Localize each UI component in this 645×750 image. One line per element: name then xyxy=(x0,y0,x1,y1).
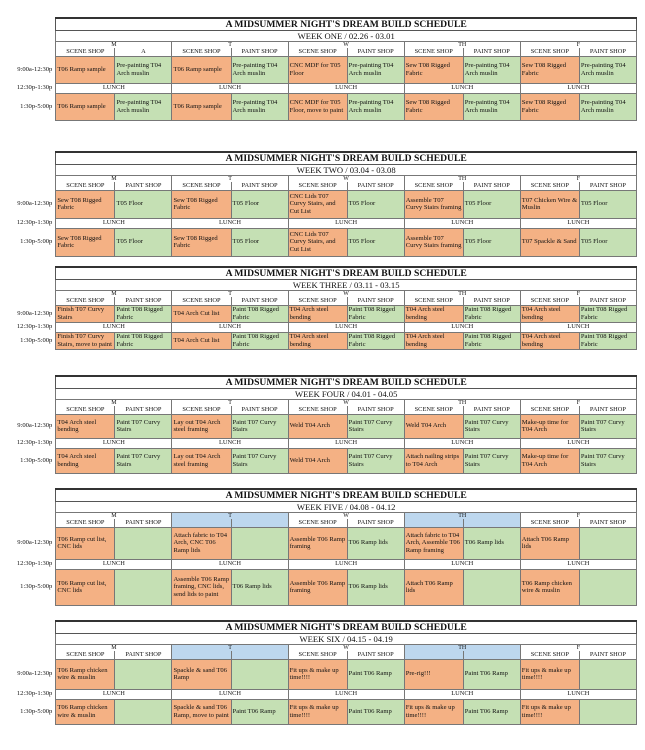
paint-shop-header: PAINT SHOP xyxy=(463,48,520,56)
week-schedule xyxy=(8,266,637,350)
task-cell: Assemble T06 Ramp framing xyxy=(288,569,347,605)
schedule-title: A MIDSUMMER NIGHT'S DREAM BUILD SCHEDULE xyxy=(56,18,637,31)
week-schedule xyxy=(8,17,637,121)
task-cell xyxy=(231,659,288,689)
lunch-label: LUNCH xyxy=(288,559,404,569)
lunch-label: LUNCH xyxy=(56,218,172,228)
task-cell: Make-up time for T04 Arch xyxy=(520,414,579,438)
task-cell: Lay out T04 Arch steel framing xyxy=(172,414,231,438)
task-cell: T05 Floor xyxy=(463,190,520,218)
schedule-title: A MIDSUMMER NIGHT'S DREAM BUILD SCHEDULE xyxy=(56,267,637,280)
task-cell: T05 Floor xyxy=(115,228,172,256)
schedule-title: A MIDSUMMER NIGHT'S DREAM BUILD SCHEDULE xyxy=(56,152,637,165)
scene-shop-header: SCENE SHOP xyxy=(288,182,347,190)
task-cell: T04 Arch steel bending xyxy=(520,305,579,322)
scene-shop-header: SCENE SHOP xyxy=(520,182,579,190)
task-cell: Paint T07 Curvy Stairs xyxy=(347,448,404,473)
paint-shop-header: PAINT SHOP xyxy=(463,406,520,414)
paint-shop-header: PAINT SHOP xyxy=(347,48,404,56)
time-afternoon: 1:30p-5:00p xyxy=(8,332,56,349)
task-cell: Paint T07 Curvy Stairs xyxy=(231,414,288,438)
lunch-label: LUNCH xyxy=(172,559,288,569)
paint-shop-header: PAINT SHOP xyxy=(115,519,172,527)
day-label: W xyxy=(288,42,404,49)
lunch-label: LUNCH xyxy=(520,438,636,448)
paint-shop-header: PAINT SHOP xyxy=(231,297,288,305)
day-label: M xyxy=(56,645,172,652)
schedule-table xyxy=(8,151,637,257)
day-label: F xyxy=(520,400,636,407)
scene-shop-header: SCENE SHOP xyxy=(404,406,463,414)
day-label: F xyxy=(520,42,636,49)
day-label: W xyxy=(288,176,404,183)
time-afternoon: 1:30p-5:00p xyxy=(8,569,56,605)
task-cell: T06 Ramp sample xyxy=(56,56,115,83)
lunch-label: LUNCH xyxy=(288,218,404,228)
paint-shop-header: PAINT SHOP xyxy=(231,182,288,190)
time-lunch: 12:30p-1:30p xyxy=(8,322,56,332)
task-cell: Make-up time for T04 Arch xyxy=(520,448,579,473)
task-cell xyxy=(231,527,288,559)
scene-shop-header: SCENE SHOP xyxy=(56,48,115,56)
week-range: WEEK SIX / 04.15 - 04.19 xyxy=(56,634,637,645)
task-cell: T05 Floor xyxy=(231,228,288,256)
scene-shop-header: SCENE SHOP xyxy=(56,406,115,414)
lunch-label: LUNCH xyxy=(520,559,636,569)
task-cell: T07 Chicken Wire & Muslin xyxy=(520,190,579,218)
scene-shop-header: SCENE SHOP xyxy=(520,406,579,414)
time-afternoon: 1:30p-5:00p xyxy=(8,228,56,256)
paint-shop-header xyxy=(231,651,288,659)
week-range: WEEK THREE / 03.11 - 03.15 xyxy=(56,280,637,291)
lunch-label: LUNCH xyxy=(172,689,288,699)
paint-shop-header: PAINT SHOP xyxy=(579,519,636,527)
task-cell: T05 Floor xyxy=(347,190,404,218)
paint-shop-header: PAINT SHOP xyxy=(347,519,404,527)
lunch-label: LUNCH xyxy=(56,559,172,569)
task-cell: Fit ups & make up time!!!! xyxy=(288,659,347,689)
task-cell: Sew T08 Rigged Fabric xyxy=(520,56,579,83)
task-cell: Pre-rig!!! xyxy=(404,659,463,689)
task-cell: Attach fabric to T04 Arch, Assemble T06 Ramp framing xyxy=(404,527,463,559)
day-label: T xyxy=(172,645,288,652)
task-cell: Assemble T06 Ramp framing, CNC lids, send lids to paint xyxy=(172,569,231,605)
paint-shop-header: PAINT SHOP xyxy=(115,297,172,305)
task-cell: CNC Lids T07 Curvy Stairs, and Cut List xyxy=(288,190,347,218)
task-cell: Sew T08 Rigged Fabric xyxy=(172,228,231,256)
paint-shop-header: PAINT SHOP xyxy=(347,182,404,190)
task-cell: Sew T08 Rigged Fabric xyxy=(404,56,463,83)
task-cell: T05 Floor xyxy=(463,228,520,256)
task-cell: T04 Arch steel bending xyxy=(56,414,115,438)
time-afternoon: 1:30p-5:00p xyxy=(8,699,56,724)
week-schedule xyxy=(8,151,637,257)
task-cell: Paint T07 Curvy Stairs xyxy=(347,414,404,438)
task-cell: Pre-painting T04 Arch muslin xyxy=(115,56,172,83)
paint-shop-header: PAINT SHOP xyxy=(579,651,636,659)
lunch-label: LUNCH xyxy=(520,689,636,699)
task-cell: Weld T04 Arch xyxy=(404,414,463,438)
scene-shop-header: SCENE SHOP xyxy=(404,182,463,190)
schedule-table xyxy=(8,17,637,121)
schedule-table xyxy=(8,375,637,474)
scene-shop-header: SCENE SHOP xyxy=(56,297,115,305)
day-label: T xyxy=(172,176,288,183)
task-cell: Sew T08 Rigged Fabric xyxy=(56,228,115,256)
task-cell: Sew T08 Rigged Fabric xyxy=(172,190,231,218)
time-afternoon: 1:30p-5:00p xyxy=(8,448,56,473)
week-range: WEEK FOUR / 04.01 - 04.05 xyxy=(56,389,637,400)
task-cell: Fit ups & make up time!!!! xyxy=(520,699,579,724)
task-cell: Pre-painting T04 Arch muslin xyxy=(115,93,172,120)
task-cell: T06 Ramp lids xyxy=(347,569,404,605)
task-cell: T05 Floor xyxy=(231,190,288,218)
scene-shop-header xyxy=(404,519,463,527)
scene-shop-header: SCENE SHOP xyxy=(172,297,231,305)
task-cell: T06 Ramp sample xyxy=(172,56,231,83)
scene-shop-header: SCENE SHOP xyxy=(288,651,347,659)
task-cell: T05 Floor xyxy=(579,228,636,256)
task-cell: Pre-painting T04 Arch muslin xyxy=(347,56,404,83)
lunch-label: LUNCH xyxy=(404,689,520,699)
day-label: TH xyxy=(404,645,520,652)
task-cell xyxy=(579,527,636,559)
time-lunch: 12:30p-1:30p xyxy=(8,438,56,448)
scene-shop-header: SCENE SHOP xyxy=(56,651,115,659)
task-cell: Paint T08 Rigged Fabric xyxy=(115,332,172,349)
day-label: TH xyxy=(404,176,520,183)
task-cell: Pre-painting T04 Arch muslin xyxy=(463,93,520,120)
task-cell xyxy=(579,699,636,724)
day-label: W xyxy=(288,513,404,520)
task-cell: Attach nailing strips to T04 Arch xyxy=(404,448,463,473)
lunch-label: LUNCH xyxy=(288,689,404,699)
time-morning: 9:00a-12:30p xyxy=(8,305,56,322)
scene-shop-header: SCENE SHOP xyxy=(172,406,231,414)
lunch-label: LUNCH xyxy=(172,322,288,332)
lunch-label: LUNCH xyxy=(172,218,288,228)
task-cell: Fit ups & make up time!!!! xyxy=(520,659,579,689)
lunch-label: LUNCH xyxy=(520,322,636,332)
task-cell: Spackle & sand T06 Ramp, move to paint xyxy=(172,699,231,724)
task-cell: Pre-painting T04 Arch muslin xyxy=(463,56,520,83)
schedule-title: A MIDSUMMER NIGHT'S DREAM BUILD SCHEDULE xyxy=(56,489,637,502)
task-cell: T04 Arch steel bending xyxy=(520,332,579,349)
scene-shop-header: SCENE SHOP xyxy=(404,297,463,305)
task-cell: T04 Arch Cut list xyxy=(172,305,231,322)
scene-shop-header: SCENE SHOP xyxy=(56,182,115,190)
paint-shop-header: PAINT SHOP xyxy=(347,406,404,414)
paint-shop-header: PAINT SHOP xyxy=(463,297,520,305)
lunch-label: LUNCH xyxy=(288,438,404,448)
task-cell: Attach T06 Ramp lids xyxy=(520,527,579,559)
scene-shop-header: SCENE SHOP xyxy=(288,406,347,414)
task-cell: Assemble T06 Ramp framing xyxy=(288,527,347,559)
task-cell xyxy=(115,699,172,724)
task-cell: Paint T07 Curvy Stairs xyxy=(463,414,520,438)
paint-shop-header: PAINT SHOP xyxy=(231,48,288,56)
task-cell: Pre-painting T04 Arch muslin xyxy=(579,93,636,120)
scene-shop-header: SCENE SHOP xyxy=(520,48,579,56)
paint-shop-header: PAINT SHOP xyxy=(115,406,172,414)
task-cell: Finish T07 Curvy Stairs xyxy=(56,305,115,322)
task-cell: Paint T08 Rigged Fabric xyxy=(115,305,172,322)
task-cell: Finish T07 Curvy Stairs, move to paint xyxy=(56,332,115,349)
paint-shop-header xyxy=(231,519,288,527)
task-cell: Weld T04 Arch xyxy=(288,414,347,438)
task-cell: Paint T08 Rigged Fabric xyxy=(463,305,520,322)
task-cell: T06 Ramp lids xyxy=(231,569,288,605)
task-cell: T06 Ramp lids xyxy=(347,527,404,559)
task-cell: T04 Arch steel bending xyxy=(288,305,347,322)
task-cell: Paint T07 Curvy Stairs xyxy=(115,448,172,473)
day-label: TH xyxy=(404,400,520,407)
task-cell: Paint T08 Rigged Fabric xyxy=(579,332,636,349)
time-morning: 9:00a-12:30p xyxy=(8,414,56,438)
task-cell: CNC MDF for T05 Floor xyxy=(288,56,347,83)
task-cell: Paint T08 Rigged Fabric xyxy=(463,332,520,349)
day-label: W xyxy=(288,291,404,298)
task-cell: Spackle & sand T06 Ramp xyxy=(172,659,231,689)
paint-shop-header: PAINT SHOP xyxy=(115,182,172,190)
scene-shop-header: SCENE SHOP xyxy=(288,519,347,527)
schedule-title: A MIDSUMMER NIGHT'S DREAM BUILD SCHEDULE xyxy=(56,376,637,389)
task-cell xyxy=(115,659,172,689)
lunch-label: LUNCH xyxy=(288,83,404,93)
paint-shop-header: PAINT SHOP xyxy=(579,297,636,305)
task-cell: Paint T08 Rigged Fabric xyxy=(231,305,288,322)
task-cell: Paint T08 Rigged Fabric xyxy=(347,332,404,349)
task-cell: Paint T06 Ramp xyxy=(347,659,404,689)
task-cell: T04 Arch steel bending xyxy=(288,332,347,349)
lunch-label: LUNCH xyxy=(404,438,520,448)
scene-shop-header xyxy=(172,519,231,527)
task-cell: Sew T08 Rigged Fabric xyxy=(56,190,115,218)
day-label: F xyxy=(520,645,636,652)
day-label: M xyxy=(56,513,172,520)
lunch-label: LUNCH xyxy=(56,322,172,332)
paint-shop-header: PAINT SHOP xyxy=(347,651,404,659)
day-label: T xyxy=(172,513,288,520)
scene-shop-header: SCENE SHOP xyxy=(172,48,231,56)
day-label: TH xyxy=(404,513,520,520)
task-cell: Fit ups & make up time!!!! xyxy=(288,699,347,724)
task-cell: Sew T08 Rigged Fabric xyxy=(520,93,579,120)
time-morning: 9:00a-12:30p xyxy=(8,56,56,83)
schedule-table xyxy=(8,488,637,606)
time-morning: 9:00a-12:30p xyxy=(8,659,56,689)
scene-shop-header: SCENE SHOP xyxy=(288,48,347,56)
day-label: T xyxy=(172,400,288,407)
paint-shop-header xyxy=(463,519,520,527)
task-cell: Paint T08 Rigged Fabric xyxy=(231,332,288,349)
paint-shop-header: A xyxy=(115,48,172,56)
task-cell: Paint T08 Rigged Fabric xyxy=(347,305,404,322)
task-cell: Fit ups & make up time!!!! xyxy=(404,699,463,724)
task-cell: Paint T06 Ramp xyxy=(347,699,404,724)
task-cell: T06 Ramp lids xyxy=(463,527,520,559)
day-label: F xyxy=(520,513,636,520)
time-morning: 9:00a-12:30p xyxy=(8,527,56,559)
week-range: WEEK ONE / 02.26 - 03.01 xyxy=(56,31,637,42)
day-label: M xyxy=(56,176,172,183)
paint-shop-header: PAINT SHOP xyxy=(579,48,636,56)
task-cell: Attach fabric to T04 Arch, CNC T06 Ramp lids xyxy=(172,527,231,559)
scene-shop-header: SCENE SHOP xyxy=(520,519,579,527)
task-cell xyxy=(579,659,636,689)
task-cell: T06 Ramp sample xyxy=(172,93,231,120)
day-label: M xyxy=(56,400,172,407)
scene-shop-header: SCENE SHOP xyxy=(172,182,231,190)
week-schedule xyxy=(8,375,637,474)
time-afternoon: 1:30p-5:00p xyxy=(8,93,56,120)
task-cell: Weld T04 Arch xyxy=(288,448,347,473)
task-cell: T07 Spackle & Sand xyxy=(520,228,579,256)
task-cell: Paint T07 Curvy Stairs xyxy=(115,414,172,438)
scene-shop-header: SCENE SHOP xyxy=(404,48,463,56)
task-cell: Paint T06 Ramp xyxy=(463,699,520,724)
task-cell: T05 Floor xyxy=(115,190,172,218)
time-lunch: 12:30p-1:30p xyxy=(8,218,56,228)
week-range: WEEK TWO / 03.04 - 03.08 xyxy=(56,165,637,176)
task-cell: T06 Ramp cut list, CNC lids xyxy=(56,527,115,559)
day-label: TH xyxy=(404,42,520,49)
task-cell: Paint T07 Curvy Stairs xyxy=(231,448,288,473)
lunch-label: LUNCH xyxy=(172,83,288,93)
task-cell: T04 Arch steel bending xyxy=(404,332,463,349)
task-cell: T04 Arch Cut list xyxy=(172,332,231,349)
day-label: M xyxy=(56,291,172,298)
task-cell: Lay out T04 Arch steel framing xyxy=(172,448,231,473)
lunch-label: LUNCH xyxy=(56,83,172,93)
scene-shop-header: SCENE SHOP xyxy=(520,297,579,305)
day-label: F xyxy=(520,291,636,298)
lunch-label: LUNCH xyxy=(520,218,636,228)
task-cell: Sew T08 Rigged Fabric xyxy=(404,93,463,120)
lunch-label: LUNCH xyxy=(404,559,520,569)
task-cell: T04 Arch steel bending xyxy=(404,305,463,322)
day-label: T xyxy=(172,291,288,298)
task-cell: CNC Lids T07 Curvy Stairs, and Cut List xyxy=(288,228,347,256)
task-cell: T06 Ramp chicken wire & muslin xyxy=(520,569,579,605)
task-cell xyxy=(115,569,172,605)
paint-shop-header: PAINT SHOP xyxy=(463,182,520,190)
week-schedule xyxy=(8,488,637,606)
lunch-label: LUNCH xyxy=(520,83,636,93)
task-cell: Paint T07 Curvy Stairs xyxy=(579,448,636,473)
week-range: WEEK FIVE / 04.08 - 04.12 xyxy=(56,502,637,513)
scene-shop-header xyxy=(404,651,463,659)
task-cell: Paint T07 Curvy Stairs xyxy=(579,414,636,438)
lunch-label: LUNCH xyxy=(288,322,404,332)
scene-shop-header: SCENE SHOP xyxy=(288,297,347,305)
scene-shop-header: SCENE SHOP xyxy=(56,519,115,527)
scene-shop-header xyxy=(172,651,231,659)
lunch-label: LUNCH xyxy=(172,438,288,448)
task-cell xyxy=(115,527,172,559)
day-label: W xyxy=(288,645,404,652)
task-cell: Pre-painting T04 Arch muslin xyxy=(231,56,288,83)
lunch-label: LUNCH xyxy=(404,218,520,228)
time-lunch: 12:30p-1:30p xyxy=(8,83,56,93)
task-cell xyxy=(463,569,520,605)
task-cell: Assemble T07 Curvy Stairs framing xyxy=(404,190,463,218)
lunch-label: LUNCH xyxy=(404,322,520,332)
lunch-label: LUNCH xyxy=(404,83,520,93)
task-cell: Pre-painting T04 Arch muslin xyxy=(347,93,404,120)
day-label: TH xyxy=(404,291,520,298)
schedule-title: A MIDSUMMER NIGHT'S DREAM BUILD SCHEDULE xyxy=(56,621,637,634)
lunch-label: LUNCH xyxy=(56,438,172,448)
time-lunch: 12:30p-1:30p xyxy=(8,689,56,699)
day-label: M xyxy=(56,42,172,49)
time-lunch: 12:30p-1:30p xyxy=(8,559,56,569)
task-cell: CNC MDF for T05 Floor, move to paint xyxy=(288,93,347,120)
task-cell: T05 Floor xyxy=(347,228,404,256)
week-schedule xyxy=(8,620,637,725)
task-cell: Attach T06 Ramp lids xyxy=(404,569,463,605)
paint-shop-header: PAINT SHOP xyxy=(579,182,636,190)
task-cell: Pre-painting T04 Arch muslin xyxy=(579,56,636,83)
task-cell: T06 Ramp sample xyxy=(56,93,115,120)
task-cell: T05 Floor xyxy=(579,190,636,218)
day-label: W xyxy=(288,400,404,407)
paint-shop-header: PAINT SHOP xyxy=(115,651,172,659)
task-cell: Assemble T07 Curvy Stairs framing xyxy=(404,228,463,256)
paint-shop-header: PAINT SHOP xyxy=(347,297,404,305)
task-cell: Paint T06 Ramp xyxy=(231,699,288,724)
paint-shop-header: PAINT SHOP xyxy=(579,406,636,414)
time-morning: 9:00a-12:30p xyxy=(8,190,56,218)
day-label: T xyxy=(172,42,288,49)
schedule-table xyxy=(8,266,637,350)
task-cell: Paint T06 Ramp xyxy=(463,659,520,689)
paint-shop-header xyxy=(463,651,520,659)
task-cell: T04 Arch steel bending xyxy=(56,448,115,473)
scene-shop-header: SCENE SHOP xyxy=(520,651,579,659)
task-cell: T06 Ramp chicken wire & muslin xyxy=(56,659,115,689)
task-cell: T06 Ramp cut list, CNC lids xyxy=(56,569,115,605)
day-label: F xyxy=(520,176,636,183)
task-cell: Pre-painting T04 Arch muslin xyxy=(231,93,288,120)
task-cell: Paint T07 Curvy Stairs xyxy=(463,448,520,473)
paint-shop-header: PAINT SHOP xyxy=(231,406,288,414)
schedule-table xyxy=(8,620,637,725)
task-cell: T06 Ramp chicken wire & muslin xyxy=(56,699,115,724)
lunch-label: LUNCH xyxy=(56,689,172,699)
task-cell: Paint T08 Rigged Fabric xyxy=(579,305,636,322)
task-cell xyxy=(579,569,636,605)
